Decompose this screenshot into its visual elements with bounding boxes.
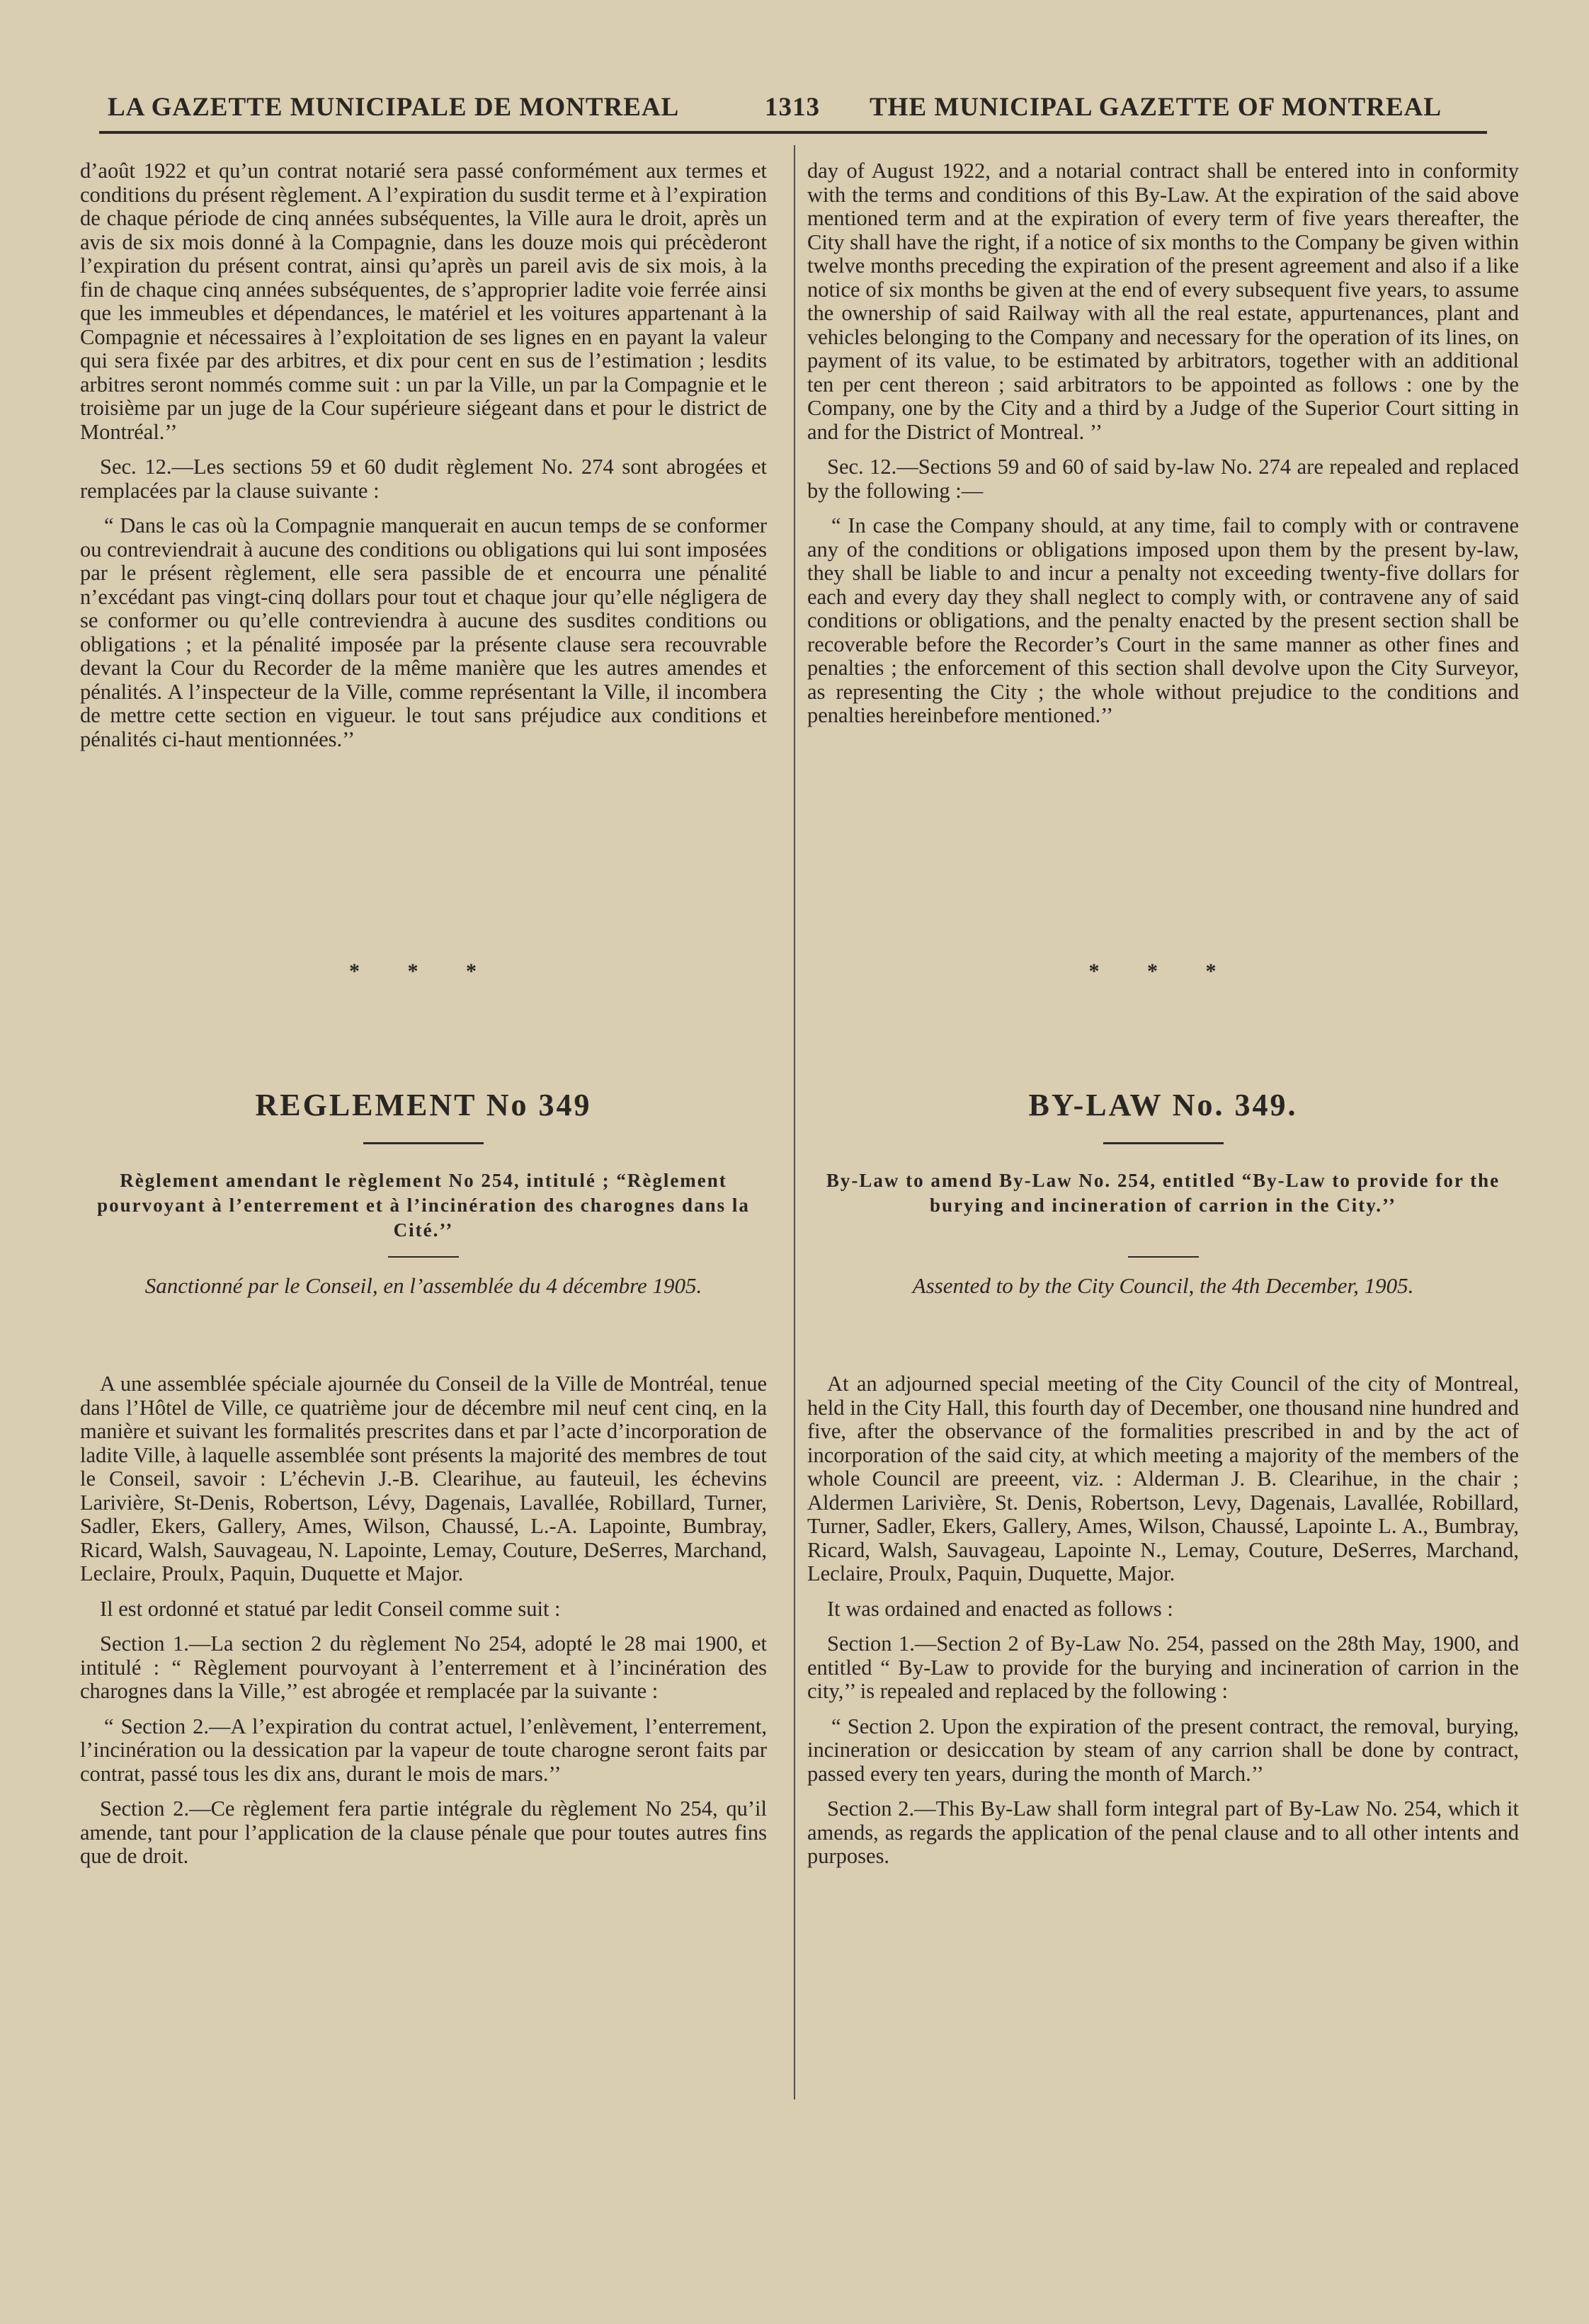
section-separator: * * * — [1088, 959, 1238, 983]
french-bylaw-text — [80, 1372, 767, 1869]
french-paragraph: “ Dans le cas où la Compagnie manquerait en aucun temps de se conformer ou contreviendrait à aucune des conditions ou obligations qui lui sont imposées par le présent règlement, elle sera passible de et encourra une pénalité n’excédant pas vingt-cinq dollars pour tout et chaque jour qu’elle négligera de se conformer ou qu’elle contreviendra à aucune des susdites conditions ou obligations ; et la pénalité imposée par la présente clause sera recouvrable devant la Cour du Recorder de la même manière que les autres amendes et pénalités. A l’inspecteur de la Ville, comme représentant la Ville, il incombera de mettre cette section en vigueur. le tout sans préjudice aux conditions et pénalités ci-haut mentionnées.’’ — [80, 513, 767, 751]
english-continued-text — [807, 159, 1519, 959]
english-paragraph: It was ordained and enacted as follows : — [827, 1596, 1173, 1621]
french-continued-text — [80, 159, 767, 959]
english-paragraph: “ Section 2. Upon the expiration of the present contract, the removal, burying, incineration or desiccation by steam of any carrion shall be done by contract, passed every ten years, during the month of March.’’ — [807, 1714, 1519, 1786]
english-paragraph: day of August 1922, and a notarial contract shall be entered into in conformity with the terms and conditions of this By-Law. At the expiration of the said above mentioned term and at the expiration of every term of five years thereafter, the City shall have the right, if a notice of six months to the Company be given within twelve months preceding the expiration of the present agreement and also if a like notice of six months be given at the end of every subsequent five years, to assume the ownership of said Railway with all the real estate, appurtenances, plant and vehicles belonging to the Company and necessary for the operation of its lines, on payment of its value, to be estimated by arbitrators, together with an additional ten per cent thereon ; said arbitrators to be appointed as follows : one by the Company, one by the City and a third by a Judge of the Superior Court sitting in and for the District of Montreal. ’’ — [807, 159, 1519, 444]
column-divider — [794, 145, 795, 2100]
english-paragraph: Section 1.—Section 2 of By-Law No. 254, passed on the 28th May, 1900, and entitled “ By-Law to provide for the burying and incineration of carrion in the city,’’ is repealed and replaced by the following : — [807, 1631, 1519, 1703]
french-column — [80, 159, 767, 1880]
french-paragraph: “ Section 2.—A l’expiration du contrat actuel, l’enlèvement, l’enterrement, l’incinération ou la dessication par la vapeur de toute charogne seront faits par contrat, passé tous les dix ans, durant le mois de mars.’’ — [80, 1714, 767, 1786]
english-paragraph: Sec. 12.—Sections 59 and 60 of said by-law No. 274 are repealed and replaced by the following :— — [807, 455, 1519, 503]
subtitle-rule — [1128, 1256, 1199, 1258]
header-french-title: LA GAZETTE MUNICIPALE DE MONTREAL — [108, 93, 680, 122]
title-rule — [363, 1142, 484, 1144]
page-header — [99, 85, 1487, 127]
english-bylaw-title: BY-LAW No. 349. — [1028, 1088, 1298, 1122]
header-rule — [99, 131, 1487, 134]
header-english-title: THE MUNICIPAL GAZETTE OF MONTREAL — [870, 93, 1442, 122]
french-paragraph: Il est ordonné et statué par ledit Conseil comme suit : — [100, 1596, 561, 1621]
french-sanction-line: Sanctionné par le Conseil, en l’assemblée du 4 décembre 1905. — [144, 1273, 702, 1298]
subtitle-rule — [388, 1256, 459, 1258]
english-paragraph: Section 2.—This By-Law shall form integral part of By-Law No. 254, which it amends, as regards the application of the penal clause and to all other intents and purposes. — [807, 1796, 1519, 1868]
english-paragraph: “ In case the Company should, at any time, fail to comply with or contravene any of the conditions or obligations imposed upon them by the present by-law, they shall be liable to and incur a penalty not exceeding twenty-five dollars for each and every day they shall neglect to comply with, or contravene any of said conditions or obligations, and the penalty enacted by the present section shall be recoverable before the Recorder’s Court in the same manner as other fines and penalties ; the enforcement of this section shall devolve upon the City Surveyor, as representing the City ; the whole without prejudice to the conditions and penalties hereinbefore mentioned.’’ — [807, 513, 1519, 727]
english-sanction-line: Assented to by the City Council, the 4th December, 1905. — [912, 1273, 1414, 1298]
english-paragraph: At an adjourned special meeting of the City Council of the city of Montreal, held in the City Hall, this fourth day of December, one thousand nine hundred and five, after the observance of the formalities prescribed in and by the act of incorporation of the said city, at which meeting a majority of the members of the whole Council are preeent, viz. : Alderman J. B. Clearihue, in the chair ; Aldermen Larivière, St. Denis, Robertson, Levy, Dagenais, Lavallée, Robillard, Turner, Sadler, Ekers, Gallery, Ames, Wilson, Chaussé, Lapointe L. A., Bumbray, Ricard, Walsh, Sauvageau, Lapointe N., Lemay, Couture, DeSerres, Marchand, Leclaire, Proulx, Paquin, Duquette, Major. — [807, 1372, 1519, 1585]
english-column — [807, 159, 1519, 1880]
section-separator: * * * — [349, 959, 498, 983]
french-bylaw-subtitle: Règlement amendant le règlement No 254, intitulé ; “Règlement pourvoyant à l’enterrement et à l’incinération des charognes dans la Cité.’’ — [97, 1170, 750, 1241]
english-bylaw-text — [807, 1372, 1519, 1869]
french-paragraph: Section 1.—La section 2 du règlement No 254, adopté le 28 mai 1900, et intitulé : “ Règlement pourvoyant à l’enterrement et à l’incinération des charognes dans la Ville,’’ est abrogée et remplacée par la suivante : — [80, 1631, 767, 1703]
french-paragraph: A une assemblée spéciale ajournée du Conseil de la Ville de Montréal, tenue dans l’Hôtel de Ville, ce quatrième jour de décembre mil neuf cent cinq, en la manière et suivant les formalités prescrites dans et par l’acte d’incorporation de ladite Ville, à laquelle assemblée sont présents la majorité des membres de tout le Conseil, savoir : L’échevin J.-B. Clearihue, au fauteuil, les échevins Larivière, St-Denis, Robertson, Lévy, Dagenais, Lavallée, Robillard, Turner, Sadler, Ekers, Gallery, Ames, Wilson, Chaussé, L.-A. Lapointe, Bumbray, Ricard, Walsh, Sauvageau, N. Lapointe, Lemay, Couture, DeSerres, Marchand, Leclaire, Proulx, Paquin, Duquette et Major. — [80, 1372, 767, 1585]
french-paragraph: d’août 1922 et qu’un contrat notarié sera passé conformément aux termes et conditions du présent règlement. A l’expiration du susdit terme et à l’expiration de chaque période de cinq années subséquentes, la Ville aura le droit, après un avis de six mois donné à la Compagnie, dans les douze mois qui précèderont l’expiration du présent contrat, ainsi qu’après un pareil avis de six mois, à la fin de chaque cinq années subséquentes, de s’approprier ladite voie ferrée ainsi que les immeubles et dépendances, le matériel et les voitures appartenant à la Compagnie et nécessaires à l’exploitation de ses lignes en en payant la valeur qui sera fixée par des arbitres, et dix pour cent en sus de l’estimation ; lesdits arbitres seront nommés comme suit : un par la Ville, un par la Compagnie et le troisième par un juge de la Cour supérieure siégeant dans et pour le district de Montréal.’’ — [80, 159, 767, 444]
page-number: 1313 — [765, 93, 820, 122]
title-rule — [1103, 1142, 1224, 1144]
english-bylaw-subtitle: By-Law to amend By-Law No. 254, entitled “By-Law to provide for the burying and incineration of carrion in the City.’’ — [826, 1170, 1500, 1216]
french-bylaw-title: REGLEMENT No 349 — [255, 1088, 592, 1122]
french-paragraph: Sec. 12.—Les sections 59 et 60 dudit règlement No. 274 sont abrogées et remplacées par la clause suivante : — [80, 455, 767, 503]
french-paragraph: Section 2.—Ce règlement fera partie intégrale du règlement No 254, qu’il amende, tant pour l’application de la clause pénale que pour toutes autres fins que de droit. — [80, 1796, 767, 1868]
